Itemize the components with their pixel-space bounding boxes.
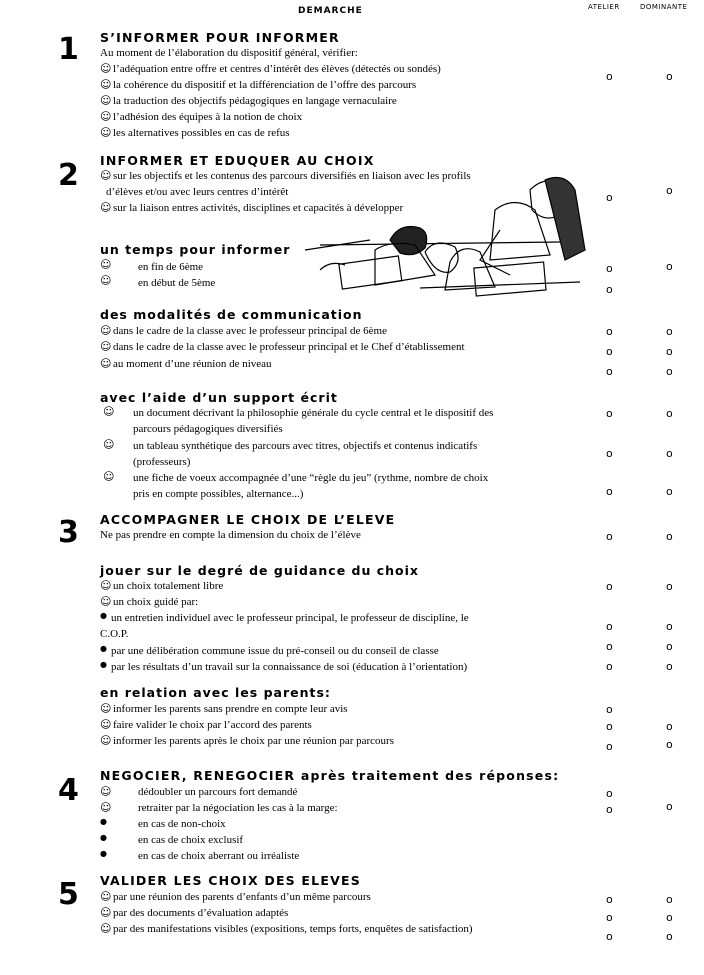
atelier-marker: o — [606, 530, 613, 543]
support-item-line: (professeurs) — [133, 456, 191, 468]
dominante-marker: o — [666, 800, 673, 813]
smiley-icon: ☺ — [100, 62, 112, 75]
guidance-item: par une délibération commune issue du pré-conseil ou du conseil de classe — [111, 645, 439, 657]
section-1-item: la cohérence du dispositif et la différenciation de l’offre des parcours — [113, 79, 417, 91]
atelier-marker: o — [606, 703, 613, 716]
section-5-item: par des manifestations visibles (expositions, temps forts, enquêtes de satisfaction) — [113, 923, 473, 935]
smiley-icon: ☺ — [100, 324, 112, 337]
atelier-marker: o — [606, 191, 613, 204]
section-4-item: dédoubler un parcours fort demandé — [138, 786, 298, 798]
section-5-item: par une réunion des parents d’enfants d’un même parcours — [113, 891, 371, 903]
dominante-marker: o — [666, 325, 673, 338]
atelier-marker: o — [606, 407, 613, 420]
smiley-icon: ☺ — [100, 258, 112, 271]
smiley-icon: ☺ — [100, 201, 112, 214]
atelier-marker: o — [606, 283, 613, 296]
section-2-item: sur la liaison entres activités, disciplines et capacités à développer — [113, 202, 404, 214]
atelier-marker: o — [606, 325, 613, 338]
smiley-icon: ☺ — [100, 801, 112, 814]
dominante-marker: o — [666, 580, 673, 593]
modalites-item: dans le cadre de la classe avec le professeur principal de 6ème — [113, 325, 387, 337]
smiley-icon: ☺ — [100, 110, 112, 123]
section-4-item: en cas de choix aberrant ou irréaliste — [138, 850, 300, 862]
section-4-item: en cas de non-choix — [138, 818, 226, 830]
subsection-title: des modalités de communication — [100, 307, 363, 322]
column-header-atelier: ATELIER — [588, 3, 620, 11]
bullet-icon: ● — [100, 660, 107, 669]
bullet-icon: ● — [100, 849, 107, 858]
bullet-icon: ● — [100, 817, 107, 826]
atelier-marker: o — [606, 620, 613, 633]
atelier-marker: o — [606, 911, 613, 924]
dominante-marker: o — [666, 260, 673, 273]
section-4-title-caps: NEGOCIER, RENEGOCIER — [100, 768, 296, 783]
dominante-marker: o — [666, 893, 673, 906]
dominante-marker: o — [666, 530, 673, 543]
smiley-icon: ☺ — [100, 78, 112, 91]
smiley-icon: ☺ — [100, 357, 112, 370]
smiley-icon: ☺ — [100, 702, 112, 715]
smiley-icon: ☺ — [100, 126, 112, 139]
guidance-item: un choix totalement libre — [113, 580, 224, 592]
smiley-icon: ☺ — [100, 579, 112, 592]
modalites-item: dans le cadre de la classe avec le professeur principal et le Chef d’établissement — [113, 341, 465, 353]
smiley-icon: ☺ — [100, 169, 112, 182]
dominante-marker: o — [666, 184, 673, 197]
smiley-icon: ☺ — [100, 340, 112, 353]
dominante-marker: o — [666, 345, 673, 358]
atelier-marker: o — [606, 930, 613, 943]
parents-item: faire valider le choix par l’accord des parents — [113, 719, 312, 731]
support-item-line: parcours pédagogiques diversifiés — [133, 423, 283, 435]
section-5-title: VALIDER LES CHOIX DES ELEVES — [100, 873, 361, 888]
section-3-title: ACCOMPAGNER LE CHOIX DE L’ELEVE — [100, 512, 396, 527]
dominante-marker: o — [666, 447, 673, 460]
bullet-icon: ● — [100, 611, 107, 620]
section-4-item: retraiter par la négociation les cas à la marge: — [138, 802, 338, 814]
dominante-marker: o — [666, 620, 673, 633]
smiley-icon: ☺ — [100, 890, 112, 903]
section-number-2: 2 — [58, 158, 79, 193]
atelier-marker: o — [606, 720, 613, 733]
guidance-item: par les résultats d’un travail sur la connaissance de soi (éducation à l’orientation) — [111, 661, 468, 673]
dominante-marker: o — [666, 407, 673, 420]
smiley-icon: ☺ — [100, 734, 112, 747]
dominante-marker: o — [666, 660, 673, 673]
dominante-marker: o — [666, 640, 673, 653]
modalites-item: au moment d’une réunion de niveau — [113, 358, 272, 370]
section-2-item-line: sur les objectifs et les contenus des parcours diversifiés en liaison avec les profils — [113, 170, 471, 182]
dominante-marker: o — [666, 738, 673, 751]
atelier-marker: o — [606, 485, 613, 498]
bullet-icon: ● — [100, 644, 107, 653]
guidance-item: un choix guidé par: — [113, 596, 199, 608]
dominante-marker: o — [666, 720, 673, 733]
dominante-marker: o — [666, 485, 673, 498]
column-header-dominante: DOMINANTE — [640, 3, 688, 11]
guidance-item-line: C.O.P. — [100, 628, 129, 640]
smiley-icon: ☺ — [103, 470, 115, 483]
smiley-icon: ☺ — [103, 438, 115, 451]
section-1-item: l’adhésion des équipes à la notion de choix — [113, 111, 303, 123]
smiley-icon: ☺ — [100, 94, 112, 107]
support-item-line: une fiche de voeux accompagnée d’une “règle du jeu” (rythme, nombre de choix — [133, 472, 489, 484]
subsection-title: un temps pour informer — [100, 242, 291, 257]
dominante-marker: o — [666, 930, 673, 943]
support-item-line: un document décrivant la philosophie générale du cycle central et le dispositif des — [133, 407, 494, 419]
section-2-title: INFORMER ET EDUQUER AU CHOIX — [100, 153, 375, 168]
section-2-item-line: d’élèves et/ou avec leurs centres d’intérêt — [106, 186, 289, 198]
temps-item: en début de 5ème — [138, 277, 216, 289]
subsection-title: en relation avec les parents: — [100, 685, 331, 700]
smiley-icon: ☺ — [100, 718, 112, 731]
atelier-marker: o — [606, 345, 613, 358]
smiley-icon: ☺ — [100, 906, 112, 919]
section-1-intro: Au moment de l’élaboration du dispositif général, vérifier: — [100, 47, 358, 59]
section-1-title: S’INFORMER POUR INFORMER — [100, 30, 340, 45]
atelier-marker: o — [606, 803, 613, 816]
students-illustration — [300, 170, 590, 300]
section-5-item: par des documents d’évaluation adaptés — [113, 907, 289, 919]
support-item-line: un tableau synthétique des parcours avec titres, objectifs et contenus indicatifs — [133, 440, 478, 452]
section-number-1: 1 — [58, 32, 79, 67]
section-4-item: en cas de choix exclusif — [138, 834, 244, 846]
support-item-line: pris en compte possibles, alternance...) — [133, 488, 304, 500]
atelier-marker: o — [606, 365, 613, 378]
bullet-icon: ● — [100, 833, 107, 842]
section-number-3: 3 — [58, 515, 79, 550]
guidance-item-line: un entretien individuel avec le professeur principal, le professeur de discipline, le — [111, 612, 469, 624]
atelier-marker: o — [606, 580, 613, 593]
smiley-icon: ☺ — [100, 785, 112, 798]
section-1-item: l’adéquation entre offre et centres d’intérêt des élèves (détectés ou sondés) — [113, 63, 441, 75]
subsection-title: jouer sur le degré de guidance du choix — [100, 563, 419, 578]
parents-item: informer les parents après le choix par une réunion par parcours — [113, 735, 394, 747]
dominante-marker: o — [666, 365, 673, 378]
section-number-5: 5 — [58, 877, 79, 912]
section-4-title-rest: après traitement des réponses: — [300, 768, 560, 783]
atelier-marker: o — [606, 640, 613, 653]
atelier-marker: o — [606, 893, 613, 906]
atelier-marker: o — [606, 787, 613, 800]
smiley-icon: ☺ — [100, 595, 112, 608]
atelier-marker: o — [606, 740, 613, 753]
atelier-marker: o — [606, 70, 613, 83]
section-1-item: la traduction des objectifs pédagogiques en langage vernaculaire — [113, 95, 397, 107]
atelier-marker: o — [606, 660, 613, 673]
dominante-marker: o — [666, 911, 673, 924]
temps-item: en fin de 6ème — [138, 261, 204, 273]
atelier-marker: o — [606, 262, 613, 275]
smiley-icon: ☺ — [103, 405, 115, 418]
smiley-icon: ☺ — [100, 922, 112, 935]
subsection-title: avec l’aide d’un support écrit — [100, 390, 338, 405]
parents-item: informer les parents sans prendre en compte leur avis — [113, 703, 348, 715]
section-1-item: les alternatives possibles en cas de refus — [113, 127, 290, 139]
atelier-marker: o — [606, 447, 613, 460]
section-3-text: Ne pas prendre en compte la dimension du choix de l’élève — [100, 529, 361, 541]
section-4-title — [100, 768, 559, 783]
section-number-4: 4 — [58, 773, 79, 808]
smiley-icon: ☺ — [100, 274, 112, 287]
dominante-marker: o — [666, 70, 673, 83]
page-title: DEMARCHE — [298, 6, 363, 16]
